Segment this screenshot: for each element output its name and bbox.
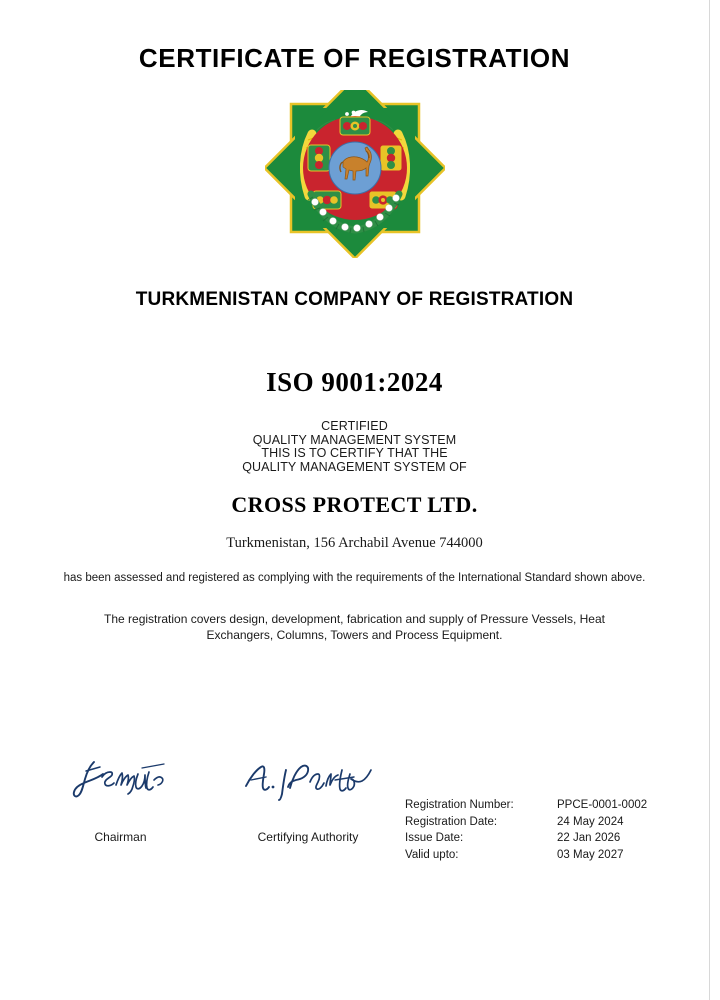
assessment-statement: has been assessed and registered as complying with the requirements of the International Standard shown above. — [63, 572, 646, 584]
signature-icon-j-smith — [66, 752, 176, 804]
page-title: CERTIFICATE OF REGISTRATION — [138, 43, 571, 73]
table-row — [405, 798, 647, 815]
registration-details-table — [405, 798, 647, 864]
table-row — [405, 831, 647, 848]
emblem-container — [0, 90, 709, 258]
registration-date-label: Registration Date: — [405, 815, 498, 828]
registration-number-label: Registration Number: — [405, 799, 514, 811]
signature-role-chairman: Chairman — [94, 830, 147, 844]
table-row — [405, 848, 647, 865]
signature-mark-chairman — [48, 752, 193, 804]
registration-details — [405, 798, 647, 864]
signature-block-authority — [228, 752, 388, 844]
table-row — [405, 815, 647, 832]
company-name: CROSS PROTECT LTD. — [231, 492, 478, 517]
turkmenistan-state-emblem-icon — [265, 90, 445, 258]
standard-title: ISO 9001:2024 — [266, 367, 443, 397]
certified-statement-block — [0, 398, 709, 474]
signature-role-authority: Certifying Authority — [257, 830, 359, 844]
registration-number-value: PPCE-0001-0002 — [557, 799, 648, 811]
valid-upto-label: Valid upto: — [405, 848, 459, 861]
certified-line-4: QUALITY MANAGEMENT SYSTEM OF — [242, 459, 467, 474]
signature-mark-authority — [228, 752, 388, 804]
issue-date-label: Issue Date: — [405, 832, 464, 844]
registration-date-value: 24 May 2024 — [557, 815, 624, 828]
certified-line-3: THIS IS TO CERTIFY THAT THE — [261, 446, 448, 460]
akhal-teke-horse-icon — [329, 142, 381, 194]
organization-name: TURKMENISTAN COMPANY OF REGISTRATION — [135, 289, 574, 310]
signature-block-chairman — [48, 752, 193, 844]
certified-line-2: QUALITY MANAGEMENT SYSTEM — [252, 432, 457, 447]
scope-statement: The registration covers design, development, fabrication and supply of Pressure Vessels, Heat Exchangers, Columns, Towers and Process Equipment. — [104, 612, 605, 642]
signature-icon-a-parker — [238, 752, 378, 804]
company-address: Turkmenistan, 156 Archabil Avenue 744000 — [226, 535, 483, 551]
valid-upto-value: 03 May 2027 — [557, 848, 624, 861]
certified-line-1: CERTIFIED — [321, 419, 388, 433]
issue-date-value: 22 Jan 2026 — [557, 832, 621, 844]
